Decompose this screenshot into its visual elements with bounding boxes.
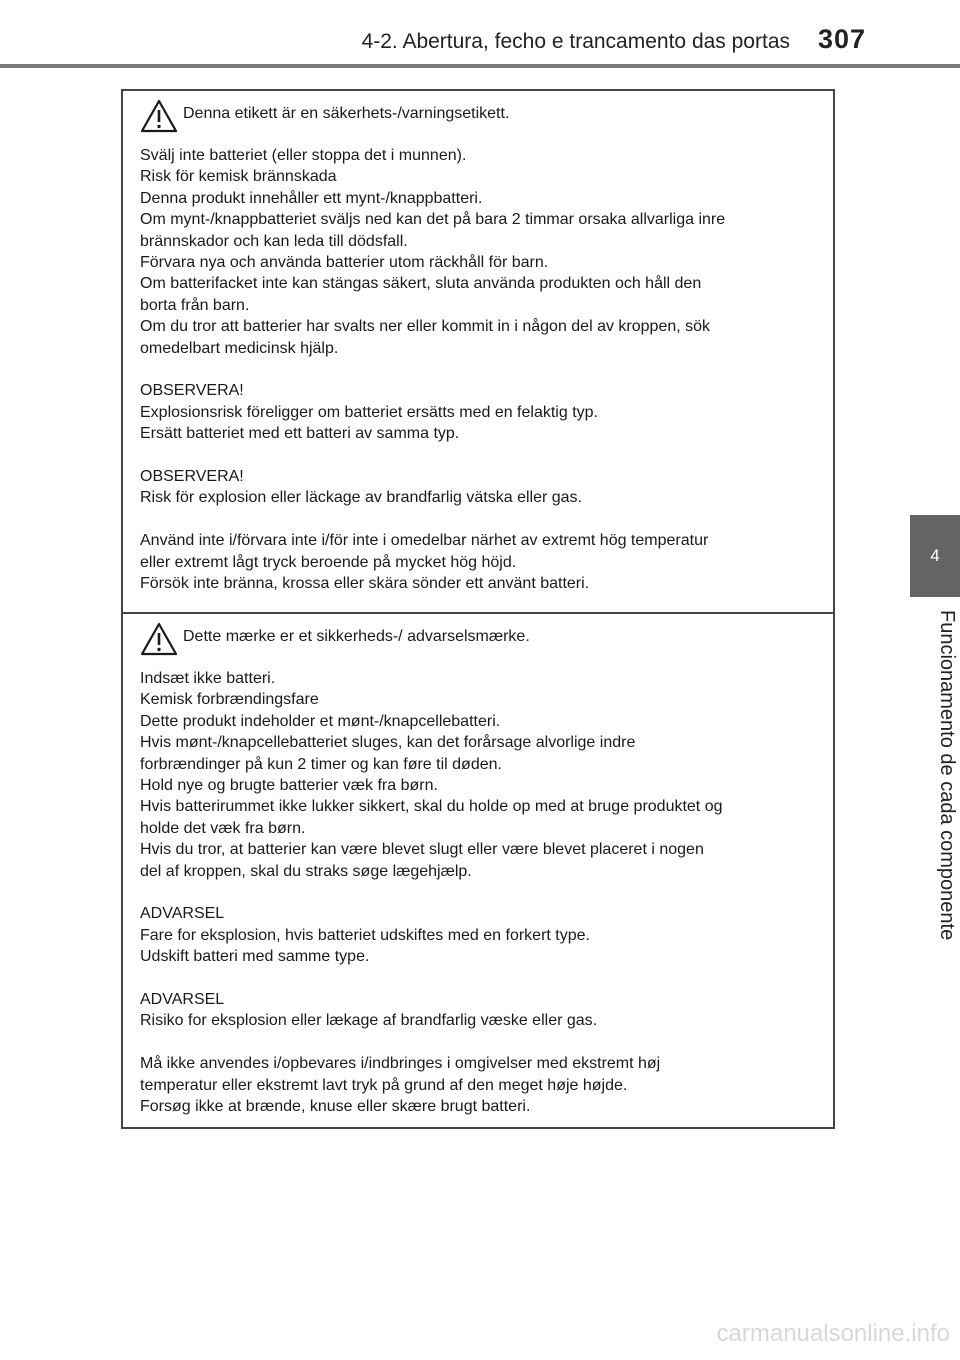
label-text-line: Om batterifacket inte kan stängas säkert, sluta använda produkten och håll den xyxy=(140,275,702,293)
label-text-line: Indsæt ikke batteri. xyxy=(140,670,276,687)
label-text-line: temperatur eller ekstremt lavt tryk på grund af den meget høje højde. xyxy=(140,1076,628,1094)
label-text-line: ADVARSEL xyxy=(140,905,225,923)
battery-warning-label xyxy=(121,89,835,1129)
label-text-line: Förvara nya och använda batterier utom räckhåll för barn. xyxy=(140,254,549,272)
label-text-line: Udskift batteri med samme type. xyxy=(140,948,370,966)
label-text-line: Risk för explosion eller läckage av brandfarlig vätska eller gas. xyxy=(140,489,582,507)
label-text-line: Använd inte i/förvara inte i/för inte i omedelbar närhet av extremt hög temperatur xyxy=(140,532,709,550)
label-text-line: Försök inte bränna, krossa eller skära sönder ett använt batteri. xyxy=(140,575,590,593)
swedish-label-body xyxy=(140,145,825,594)
warning-triangle-icon xyxy=(140,99,178,133)
label-text-line: Hvis du tror, at batterier kan være blevet slugt eller være blevet placeret i nogen xyxy=(140,841,704,859)
label-paragraph xyxy=(140,668,825,882)
label-text-line: Hvis batterirummet ikke lukker sikkert, skal du holde op med at bruge produktet og xyxy=(140,798,723,816)
label-text-line: Forsøg ikke at brænde, knuse eller skære brugt batteri. xyxy=(140,1098,531,1116)
label-text-line: Ersätt batteriet med ett batteri av samma typ. xyxy=(140,425,460,443)
label-text-line: Fare for eksplosion, hvis batteriet udskiftes med en forkert type. xyxy=(140,926,590,944)
danish-label-section xyxy=(123,612,833,1129)
label-text-line: Om du tror att batterier har svalts ner eller kommit in i någon del av kroppen, sök xyxy=(140,318,711,336)
chapter-title: Funcionamento de cada componente xyxy=(936,610,958,941)
label-text-line: Kemisk forbrændingsfare xyxy=(140,691,319,709)
label-text-line: OBSERVERA! xyxy=(140,468,244,486)
label-paragraph xyxy=(140,466,825,509)
swedish-label-section xyxy=(123,91,833,611)
label-text-line: omedelbart medicinsk hjälp. xyxy=(140,339,339,357)
label-text-line: Svälj inte batteriet (eller stoppa det i munnen). xyxy=(140,147,467,164)
label-text-line: holde det væk fra børn. xyxy=(140,819,306,837)
page-number: 307 xyxy=(818,24,867,54)
label-paragraph xyxy=(140,530,825,594)
label-text-line: Må ikke anvendes i/opbevares i/indbringes i omgivelser med ekstremt høj xyxy=(140,1055,661,1073)
header-section-title: 4-2. Abertura, fecho e trancamento das portas xyxy=(361,30,790,53)
label-text-line: Hold nye og brugte batterier væk fra børn. xyxy=(140,777,438,795)
label-text-line: OBSERVERA! xyxy=(140,382,244,400)
label-paragraph xyxy=(140,989,825,1032)
chapter-number: 4 xyxy=(930,546,940,565)
label-text-line: del af kroppen, skal du straks søge lægehjælp. xyxy=(140,862,472,880)
watermark: carmanualsonline.info xyxy=(716,1320,950,1347)
danish-label-body xyxy=(140,668,825,1117)
label-text-line: forbrændinger på kun 2 timer og kan føre til døden. xyxy=(140,755,502,773)
label-paragraph xyxy=(140,1053,825,1117)
label-text-line: Risk för kemisk brännskada xyxy=(140,168,337,186)
header-rule xyxy=(0,64,960,68)
label-text-line: Hvis mønt-/knapcellebatteriet sluges, kan det forårsage alvorlige indre xyxy=(140,734,636,752)
label-text-line: borta från barn. xyxy=(140,296,250,314)
label-text-line: Risiko for eksplosion eller lækage af brandfarlig væske eller gas. xyxy=(140,1012,598,1030)
label-text-line: Om mynt-/knappbatteriet sväljs ned kan det på bara 2 timmar orsaka allvarliga inre xyxy=(140,211,726,229)
label-text-line: brännskador och kan leda till dödsfall. xyxy=(140,232,408,250)
label-text-line: Dette produkt indeholder et mønt-/knapcellebatteri. xyxy=(140,712,501,730)
label-text-line: ADVARSEL xyxy=(140,991,225,1009)
danish-label-title: Dette mærke er et sikkerheds-/ advarselsmærke. xyxy=(183,628,530,645)
label-text-line: Denna produkt innehåller ett mynt-/knappbatteri. xyxy=(140,189,483,207)
label-paragraph xyxy=(140,903,825,967)
label-text-line: eller extremt lågt tryck beroende på mycket hög höjd. xyxy=(140,553,517,571)
chapter-tab xyxy=(910,515,960,597)
label-paragraph xyxy=(140,145,825,359)
swedish-label-title: Denna etikett är en säkerhets-/varningsetikett. xyxy=(183,105,510,122)
warning-triangle-icon xyxy=(140,622,178,656)
label-text-line: Explosionsrisk föreligger om batteriet ersätts med en felaktig typ. xyxy=(140,403,598,421)
label-paragraph xyxy=(140,380,825,444)
